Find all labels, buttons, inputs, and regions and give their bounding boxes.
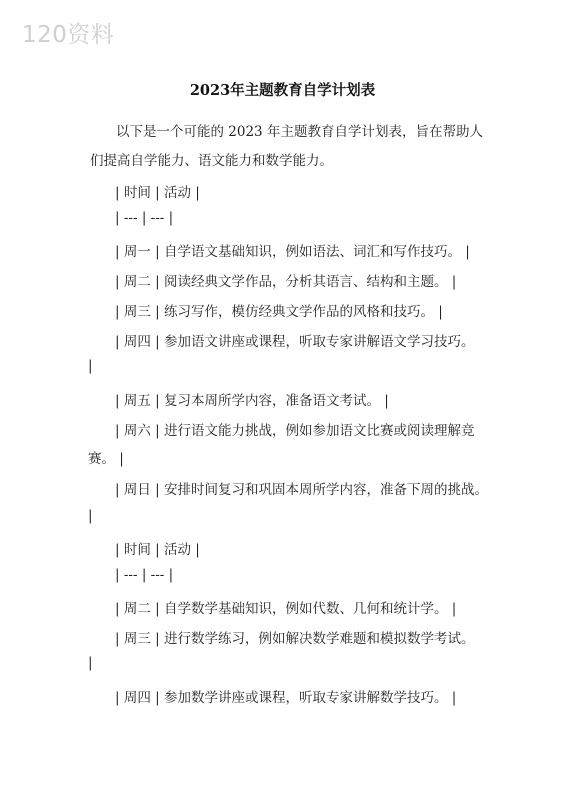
- table-separator-row: | --- | --- |: [115, 210, 174, 226]
- table-row: | 周三 | 进行数学练习，例如解决数学难题和模拟数学考试。: [115, 631, 475, 647]
- table-row: | 周一 | 自学语文基础知识，例如语法、词汇和写作技巧。 |: [115, 244, 470, 260]
- table-row: | 周六 | 进行语文能力挑战，例如参加语文比赛或阅读理解竞: [115, 423, 475, 439]
- watermark-logo: 120资料: [22, 22, 115, 48]
- table-row: | 周五 | 复习本周所学内容，准备语文考试。 |: [115, 393, 389, 409]
- table-row: | 周二 | 自学数学基础知识，例如代数、几何和统计学。 |: [115, 601, 457, 617]
- table-row-continuation: |: [88, 655, 93, 671]
- document-title: 2023年主题教育自学计划表: [189, 82, 376, 99]
- table-row: | 周四 | 参加语文讲座或课程，听取专家讲解语文学习技巧。: [115, 334, 475, 350]
- intro-line-1: 以下是一个可能的 2023 年主题教育自学计划表，旨在帮助人: [116, 124, 483, 140]
- table-header-row: | 时间 | 活动 |: [115, 542, 200, 558]
- table-row: | 周二 | 阅读经典文学作品，分析其语言、结构和主题。 |: [115, 274, 457, 290]
- table-row: | 周日 | 安排时间复习和巩固本周所学内容，准备下周的挑战。: [115, 482, 488, 498]
- intro-line-2: 们提高自学能力、语文能力和数学能力。: [90, 153, 333, 169]
- table-row-continuation: |: [88, 508, 93, 524]
- intro-paragraph: [90, 118, 490, 176]
- table-row-continuation: 赛。 |: [88, 451, 124, 467]
- table-row-continuation: |: [88, 358, 93, 374]
- table-row: | 周四 | 参加数学讲座或课程，听取专家讲解数学技巧。 |: [115, 690, 457, 706]
- table-header-row: | 时间 | 活动 |: [115, 185, 200, 201]
- table-separator-row: | --- | --- |: [115, 567, 174, 583]
- table-row: | 周三 | 练习写作，模仿经典文学作品的风格和技巧。 |: [115, 304, 443, 320]
